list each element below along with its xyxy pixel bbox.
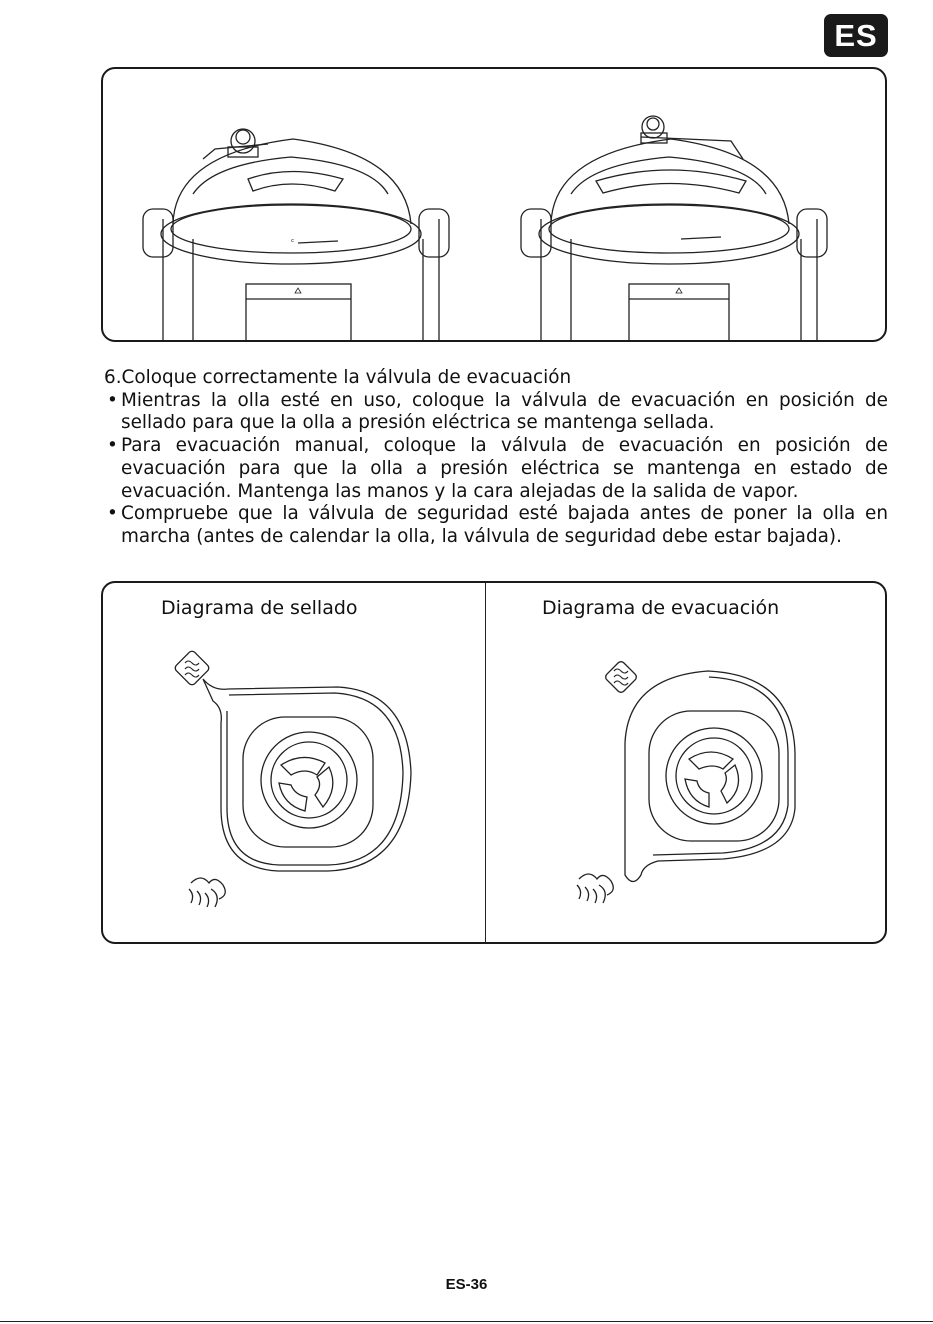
bullet: • (107, 435, 118, 457)
sealing-diagram-title: Diagrama de sellado (161, 597, 358, 619)
instruction-text: Para evacuación manual, coloque la válvula de evacuación en posición de evacuación para que la olla a presión eléctrica se mantenga en estado de evacuación. Mantenga las manos y la cara alejadas de la salida de vapor. (121, 435, 888, 502)
instructions-section (104, 367, 888, 549)
instruction-item (104, 390, 888, 435)
bullet: • (107, 503, 118, 525)
instruction-item (104, 503, 888, 548)
bottom-rule (0, 1321, 933, 1322)
vent-icon (189, 878, 225, 907)
page-number: ES-36 (445, 1276, 488, 1293)
bullet: • (107, 389, 118, 411)
language-badge: ES (824, 14, 888, 57)
instruction-item (104, 435, 888, 503)
cooker-illustration-panel (101, 67, 887, 342)
vent-icon (577, 874, 613, 903)
instruction-text: Compruebe que la válvula de seguridad esté bajada antes de poner la olla en marcha (antes de calendar la olla, la válvula de seguridad debe estar bajada). (121, 503, 888, 547)
valve-diagrams-panel (101, 581, 887, 944)
cooker-venting-illustration (521, 116, 827, 342)
cooker-sealed-illustration (143, 129, 449, 342)
venting-diagram-title: Diagrama de evacuación (542, 597, 780, 619)
svg-text:ᶜ: ᶜ (291, 238, 295, 248)
sealed-icon (604, 660, 638, 694)
section-heading: 6.Coloque correctamente la válvula de evacuación (104, 367, 572, 388)
instruction-text: Mientras la olla esté en uso, coloque la válvula de evacuación en posición de sellado para que la olla a presión eléctrica se mantenga sellada. (121, 389, 888, 434)
venting-valve-diagram (577, 660, 795, 903)
sealing-valve-diagram (174, 650, 411, 907)
